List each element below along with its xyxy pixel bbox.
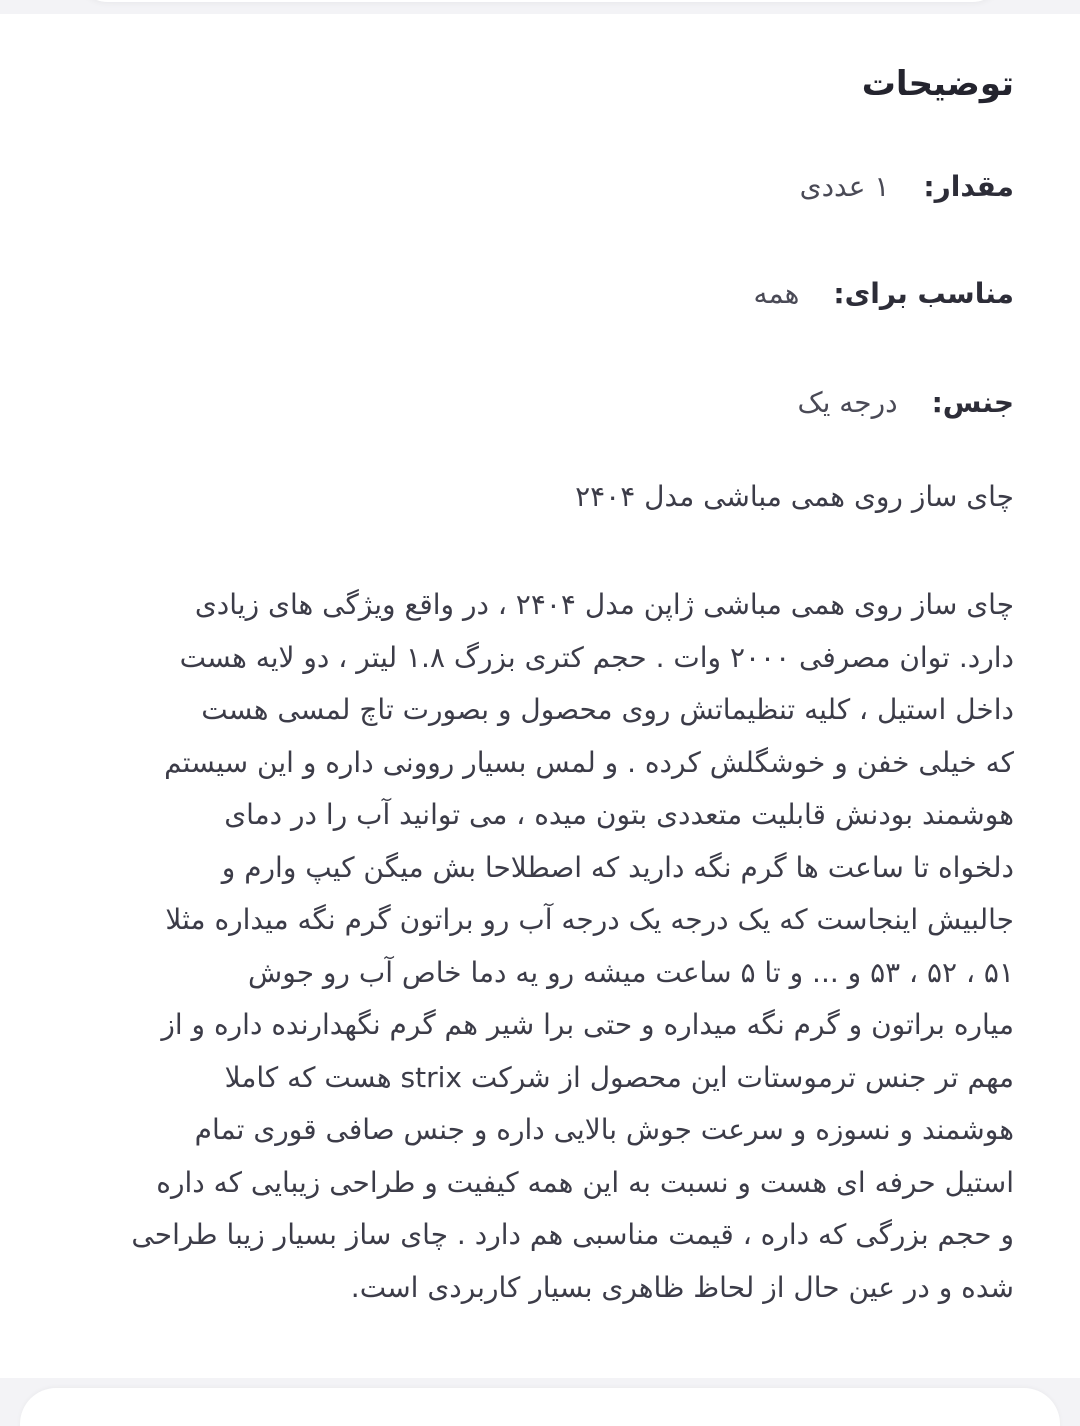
spec-label-material: جنس: <box>931 386 1014 419</box>
section-title: توضیحات <box>861 64 1014 104</box>
description-body: چای ساز روی همی مباشی ژاپن مدل ۲۴۰۴ ، در واقع ویژگی های زیادی دارد. توان مصرفی ۲۰۰۰ وات . حجم کتری بزرگ ۱.۸ لیتر ، دو لایه هست داخل استیل ، کلیه تنظیماتش روی محصول و بصورت تاچ لمسی هست که خیلی خفن و خوشگلش کرده . و لمس بسیار روونی داره و این سیستم هوشمند بودنش قابلیت متعددی بتون میده ، می توانید آب را در دمای دلخواه تا ساعت ها گرم نگه دارید که اصطلاحا بش میگن کیپ وارم و جالبیش اینجاست که یک درجه یک درجه آب رو براتون گرم نگه میداره مثلا ۵۱ ، ۵۲ ، ۵۳ و ... و تا ۵ ساعت میشه رو یه دما خاص آب رو جوش میاره براتون و گرم نگه میداره و حتی برا شیر هم گرم نگهدارنده داره و از مهم تر جنس ترموستات این محصول از شرکت strix هست که کاملا هوشمند و نسوزه و سرعت جوش بالایی داره و جنس صافی قوری تمام استیل حرفه ای هست و نسبت به این همه کیفیت و طراحی زیبایی که داره و حجم بزرگی که داره ، قیمت مناسبی هم دارد . چای ساز بسیار زیبا طراحی شده و در عین حال از لحاظ ظاهری بسیار کاربردی است. <box>131 588 1014 1304</box>
description-card <box>0 14 1080 1378</box>
spec-value-quantity: ۱ عددی <box>799 170 890 203</box>
spec-row-material <box>798 386 1014 419</box>
spec-row-suitable-for <box>753 277 1014 310</box>
spec-row-quantity <box>800 170 1014 203</box>
spec-value-material: درجه یک <box>797 386 898 419</box>
next-card <box>20 1388 1060 1426</box>
spec-value-suitable-for: همه <box>753 277 800 310</box>
spec-label-quantity: مقدار: <box>923 170 1014 203</box>
previous-card <box>74 0 1006 2</box>
spec-label-suitable-for: مناسب برای: <box>833 277 1014 310</box>
product-title: چای ساز روی همی مباشی مدل ۲۴۰۴ <box>575 480 1014 513</box>
